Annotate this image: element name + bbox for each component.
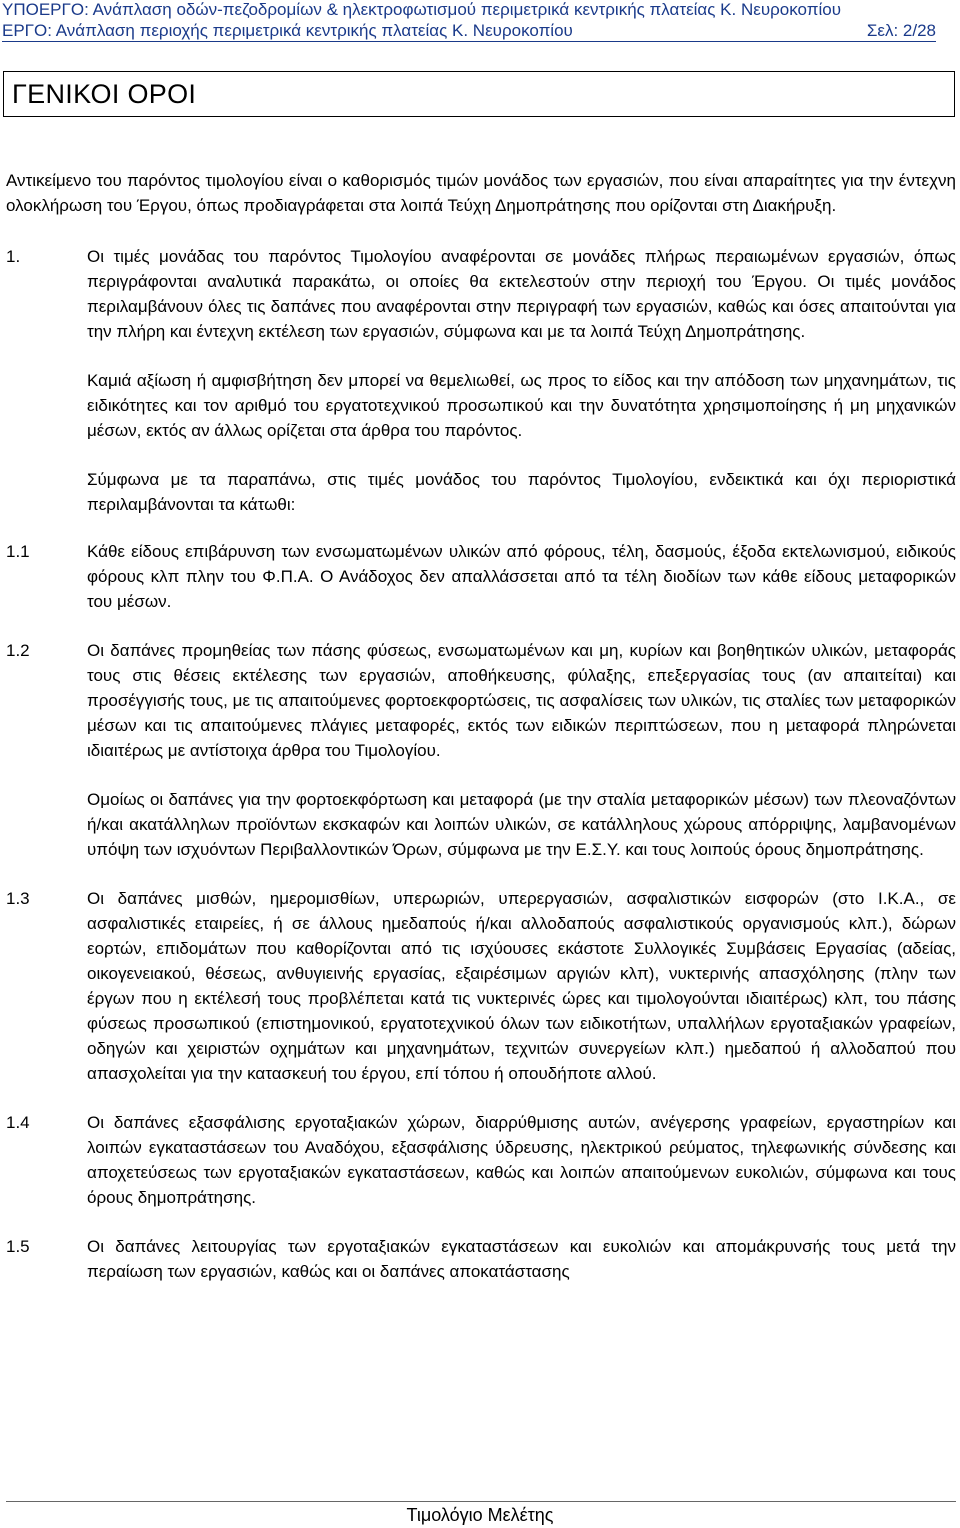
item-1-3 <box>6 886 956 1086</box>
item-1-2 <box>6 638 956 763</box>
header-project-title: ΕΡΓΟ: Ανάπλαση περιοχής περιμετρικά κεντρικής πλατείας Κ. Νευροκοπίου <box>2 21 573 40</box>
header-project <box>2 21 936 42</box>
item-text: Κάθε είδους επιβάρυνση των ενσωματωμένων υλικών από φόρους, τέλη, δασμούς, έξοδα εκτελωνισμού, ειδικούς φόρους κλπ πλην του Φ.Π.Α. Ο Ανάδοχος δεν απαλλάσσεται από τα τέλη διοδίων των κάθε είδους μεταφορικών του μέσων. <box>87 542 956 611</box>
item-text: Οι τιμές μονάδας του παρόντος Τιμολογίου αναφέρονται σε μονάδες πλήρως περαιωμένων εργασιών, όπως περιγράφονται αναλυτικά παρακάτω, οι οποίες θα εκτελεστούν στην περιοχή του Έργου. Οι τιμές μονάδος περιλαμβάνουν όλες τις δαπάνες που αναφέρονται στην περιγραφή των εργασιών, καθώς και όσες απαιτούνται για την πλήρη και έντεχνη εκτέλεση των εργασιών, σύμφωνα και με τα λοιπά Τεύχη Δημοπράτησης. <box>87 247 956 341</box>
item-number: 1.3 <box>6 889 30 908</box>
item-text: Οι δαπάνες λειτουργίας των εργοταξιακών εγκαταστάσεων και ευκολιών και απομάκρυνσής τους μετά την περαίωση των εργασιών, καθώς και οι δαπάνες αποκατάστασης <box>87 1237 956 1281</box>
item-number: 1.5 <box>6 1237 30 1256</box>
item-1-paragraph-2: Καμιά αξίωση ή αμφισβήτηση δεν μπορεί να θεμελιωθεί, ως προς το είδος και την απόδοση των μηχανημάτων, τις ειδικότητες και τον αριθμό του εργατοτεχνικού προσωπικού και την δυνατότητα χρησιμοποίησης ή μη μηχανικών μέσων, εκτός αν άλλως ορίζεται στα άρθρα του παρόντος. <box>87 371 956 440</box>
item-text: Οι δαπάνες εξασφάλισης εργοταξιακών χώρων, διαρρύθμισης αυτών, ανέγερσης γραφείων, εργαστηρίων και λοιπών εγκαταστάσεων του Αναδόχου, εξασφάλισης ύδρευσης, ηλεκτρικού ρεύματος, τηλεφωνικής σύνδεσης και αποχετεύσεως των εργοταξιακών εγκαταστάσεων, καθώς και λοιπών απαιτούμενων ευκολιών, σύμφωνα και τους όρους δημοπράτησης. <box>87 1113 956 1207</box>
item-text: Οι δαπάνες προμηθείας των πάσης φύσεως, ενσωματωμένων και μη, κυρίων και βοηθητικών υλικών, μεταφοράς τους στις θέσεις εκτέλεσης των εργασιών, αποθήκευσης, φύλαξης, επεξεργασίας τους (αν απαιτείται) και προσέγγισής τους, με τις απαιτούμενες φορτοεκφορτώσεις, τις ασφαλίσεις των υλικών, τις σταλίες των μεταφορικών μέσων και τις απαιτούμενες πλάγιες μεταφορές, εκτός των ειδικών περιπτώσεων, που η μεταφορά πληρώνεται ιδιαιτέρως με αντίστοιχα άρθρα του Τιμολογίου. <box>87 641 956 760</box>
section-title-box <box>3 71 955 117</box>
page-number: Σελ: 2/28 <box>866 21 936 40</box>
document-body <box>6 168 956 1284</box>
item-number: 1.4 <box>6 1113 30 1132</box>
item-1-paragraph-3: Σύμφωνα με τα παραπάνω, στις τιμές μονάδος του παρόντος Τιμολογίου, ενδεικτικά και όχι περιοριστικά περιλαμβάνονται τα κάτωθι: <box>87 470 956 514</box>
section-title: ΓΕΝΙΚΟΙ ΟΡΟΙ <box>12 79 197 109</box>
item-1-5 <box>6 1234 956 1284</box>
item-number: 1. <box>6 247 21 266</box>
header-subproject: ΥΠΟΕΡΓΟ: Ανάπλαση οδών-πεζοδρομίων & ηλεκτροφωτισμού περιμετρικά κεντρικής πλατείας Κ. Νευροκοπίου <box>2 0 842 19</box>
item-text: Οι δαπάνες μισθών, ημερομισθίων, υπερωριών, υπερεργασιών, ασφαλιστικών εισφορών (στο Ι.Κ.Α., σε ασφαλιστικές εταιρείες, ή σε άλλους ημεδαπούς ή/και αλλοδαπούς ασφαλιστικούς οργανισμούς κλπ.), δώρων εορτών, επιδομάτων που καθορίζονται από τις ισχύουσες εκάστοτε Συλλογικές Συμβάσεις Εργασίας (αδείας, οικογενειακού, θέσεως, ανθυγιεινής εργασίας, εξαιρέσιμων αργιών κλπ), νυκτερινής απασχόλησης (πλην των έργων που η εκτέλεσή τους προβλέπεται κατά τις νυκτερινές ώρες και τιμολογούνται ιδιαιτέρως) κλπ, του πάσης φύσεως προσωπικού (επιστημονικού, εργατοτεχνικού όλων των ειδικοτήτων, υπαλλήλων εργοταξιακών γραφείων, οδηγών και χειριστών οχημάτων και μηχανημάτων, τεχνιτών συνεργείων κλπ.) ημεδαπού ή αλλοδαπού που απασχολείται για την κατασκευή του έργου, επί τόπου ή οπουδήποτε αλλού. <box>87 889 956 1083</box>
footer-rule <box>6 1501 956 1502</box>
item-1 <box>6 244 956 344</box>
item-1-1 <box>6 539 956 614</box>
item-1-4 <box>6 1110 956 1210</box>
item-number: 1.2 <box>6 641 30 660</box>
intro-paragraph: Αντικείμενο του παρόντος τιμολογίου είναι ο καθορισμός τιμών μονάδος των εργασιών, που είναι απαραίτητες για την έντεχνη ολοκλήρωση του Έργου, όπως προδιαγράφεται στα λοιπά Τεύχη Δημοπράτησης που ορίζονται στη Διακήρυξη. <box>6 171 956 215</box>
item-number: 1.1 <box>6 542 30 561</box>
item-1-2-paragraph-2: Ομοίως οι δαπάνες για την φορτοεκφόρτωση και μεταφορά (με την σταλία μεταφορικών μέσων) των πλεοναζόντων ή/και ακατάλληλων προϊόντων εκσκαφών και λοιπών υλικών, σε κατάλληλους χώρους απόρριψης, λαμβανομένων υπόψη των ισχυόντων Περιβαλλοντικών Όρων, σύμφωνα με την Ε.Σ.Υ. και τους λοιπούς όρους δημοπράτησης. <box>87 790 956 859</box>
footer-title: Τιμολόγιο Μελέτης <box>406 1505 554 1525</box>
